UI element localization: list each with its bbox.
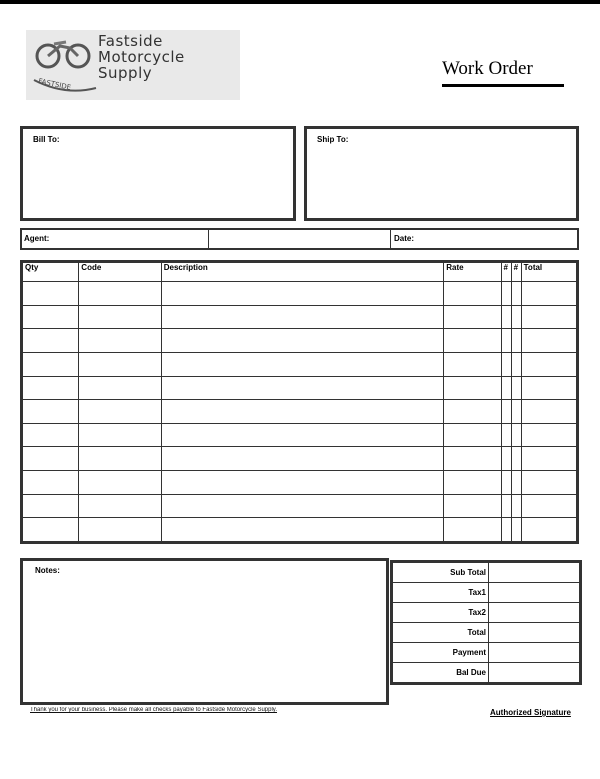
table-cell[interactable] — [511, 423, 521, 447]
column-header-description: Description — [161, 262, 444, 282]
totals-row — [392, 643, 581, 663]
signature-line: Authorized Signature — [490, 708, 571, 717]
table-cell[interactable] — [22, 447, 79, 471]
table-row — [22, 423, 578, 447]
totals-row — [392, 562, 581, 583]
table-cell[interactable] — [161, 282, 444, 306]
column-header-flag-2: # — [511, 262, 521, 282]
table-cell[interactable] — [501, 518, 511, 543]
totals-value-field[interactable] — [489, 562, 581, 583]
table-cell[interactable] — [501, 282, 511, 306]
table-cell[interactable] — [161, 400, 444, 424]
table-cell[interactable] — [521, 447, 577, 471]
table-cell[interactable] — [521, 305, 577, 329]
table-row — [22, 447, 578, 471]
table-cell[interactable] — [22, 352, 79, 376]
table-cell[interactable] — [511, 400, 521, 424]
totals-row — [392, 583, 581, 603]
table-cell[interactable] — [444, 494, 501, 518]
table-cell[interactable] — [501, 471, 511, 495]
totals-value-field[interactable] — [489, 663, 581, 684]
table-cell[interactable] — [444, 352, 501, 376]
table-cell[interactable] — [161, 447, 444, 471]
table-cell[interactable] — [521, 329, 577, 353]
table-cell[interactable] — [511, 376, 521, 400]
table-cell[interactable] — [501, 447, 511, 471]
table-cell[interactable] — [79, 471, 161, 495]
date-label: Date: — [394, 234, 415, 243]
column-header-code: Code — [79, 262, 161, 282]
totals-label: Bal Due — [392, 663, 489, 684]
notes-label: Notes: — [35, 566, 60, 575]
row-divider — [390, 230, 391, 248]
table-cell[interactable] — [521, 376, 577, 400]
table-cell[interactable] — [444, 282, 501, 306]
table-cell[interactable] — [511, 305, 521, 329]
table-cell[interactable] — [22, 471, 79, 495]
column-header-total: Total — [521, 262, 577, 282]
table-cell[interactable] — [501, 400, 511, 424]
table-cell[interactable] — [79, 329, 161, 353]
table-cell[interactable] — [22, 494, 79, 518]
notes-box[interactable] — [20, 558, 389, 705]
table-row — [22, 282, 578, 306]
company-name-line-2: Motorcycle — [98, 48, 185, 66]
table-cell[interactable] — [511, 447, 521, 471]
table-cell[interactable] — [161, 471, 444, 495]
totals-row — [392, 603, 581, 623]
table-cell[interactable] — [501, 494, 511, 518]
table-row — [22, 329, 578, 353]
totals-label: Sub Total — [392, 562, 489, 583]
totals-label: Payment — [392, 643, 489, 663]
totals-row — [392, 663, 581, 684]
company-name-line-3: Supply — [98, 64, 153, 82]
table-cell[interactable] — [444, 329, 501, 353]
table-row — [22, 471, 578, 495]
row-divider — [208, 230, 209, 248]
company-name-line-1: Fastside — [98, 32, 163, 50]
totals-label: Total — [392, 623, 489, 643]
table-cell[interactable] — [521, 423, 577, 447]
table-cell[interactable] — [511, 471, 521, 495]
column-header-flag-1: # — [501, 262, 511, 282]
agent-date-row — [20, 228, 579, 250]
table-cell[interactable] — [79, 447, 161, 471]
table-cell[interactable] — [444, 376, 501, 400]
table-cell[interactable] — [521, 518, 577, 543]
table-row — [22, 352, 578, 376]
table-cell[interactable] — [161, 329, 444, 353]
table-cell[interactable] — [79, 352, 161, 376]
table-cell[interactable] — [161, 305, 444, 329]
totals-row — [392, 623, 581, 643]
totals-label: Tax2 — [392, 603, 489, 623]
ship-to-box[interactable] — [304, 126, 579, 221]
table-cell[interactable] — [444, 471, 501, 495]
company-logo — [26, 30, 240, 100]
items-header-row — [22, 262, 578, 282]
table-cell[interactable] — [501, 352, 511, 376]
table-cell[interactable] — [79, 400, 161, 424]
table-cell[interactable] — [511, 282, 521, 306]
totals-label: Tax1 — [392, 583, 489, 603]
table-cell[interactable] — [521, 352, 577, 376]
table-cell[interactable] — [521, 471, 577, 495]
table-cell[interactable] — [161, 376, 444, 400]
table-cell[interactable] — [444, 447, 501, 471]
table-cell[interactable] — [444, 305, 501, 329]
table-cell[interactable] — [501, 376, 511, 400]
logo-tag: FASTSIDE — [37, 77, 72, 92]
table-cell[interactable] — [22, 329, 79, 353]
motorcycle-logo-icon — [30, 36, 100, 96]
table-cell[interactable] — [444, 518, 501, 543]
bill-to-label: Bill To: — [33, 135, 60, 144]
table-cell[interactable] — [501, 423, 511, 447]
table-row — [22, 494, 578, 518]
footer-note: Thank you for your business. Please make all checks payable to Fastside Motorcycle Supply. — [30, 707, 278, 713]
table-row — [22, 518, 578, 543]
bill-to-box[interactable] — [20, 126, 296, 221]
table-row — [22, 376, 578, 400]
totals-value-field[interactable] — [489, 623, 581, 643]
agent-label: Agent: — [24, 234, 50, 243]
table-cell[interactable] — [511, 494, 521, 518]
table-cell[interactable] — [22, 282, 79, 306]
totals-table — [390, 560, 582, 685]
table-cell[interactable] — [501, 305, 511, 329]
company-name — [98, 33, 185, 81]
table-cell[interactable] — [22, 423, 79, 447]
table-cell[interactable] — [22, 305, 79, 329]
table-cell[interactable] — [79, 423, 161, 447]
table-cell[interactable] — [161, 423, 444, 447]
table-cell[interactable] — [511, 329, 521, 353]
table-cell[interactable] — [444, 423, 501, 447]
table-cell[interactable] — [161, 494, 444, 518]
table-cell[interactable] — [79, 376, 161, 400]
table-cell[interactable] — [501, 329, 511, 353]
table-cell[interactable] — [444, 400, 501, 424]
items-table — [20, 260, 579, 544]
table-cell[interactable] — [79, 494, 161, 518]
table-row — [22, 400, 578, 424]
table-cell[interactable] — [511, 352, 521, 376]
document-title: Work Order — [442, 58, 533, 79]
table-cell[interactable] — [521, 494, 577, 518]
table-cell[interactable] — [521, 282, 577, 306]
table-row — [22, 305, 578, 329]
ship-to-label: Ship To: — [317, 135, 349, 144]
totals-value-field[interactable] — [489, 643, 581, 663]
column-header-rate: Rate — [444, 262, 501, 282]
table-cell[interactable] — [161, 518, 444, 543]
table-cell[interactable] — [161, 352, 444, 376]
title-underline — [442, 84, 564, 87]
table-cell[interactable] — [22, 518, 79, 543]
totals-value-field[interactable] — [489, 603, 581, 623]
table-cell[interactable] — [22, 376, 79, 400]
column-header-qty: Qty — [22, 262, 79, 282]
top-border — [0, 0, 600, 4]
table-cell[interactable] — [22, 400, 79, 424]
table-cell[interactable] — [79, 282, 161, 306]
totals-value-field[interactable] — [489, 583, 581, 603]
table-cell[interactable] — [79, 518, 161, 543]
table-cell[interactable] — [511, 518, 521, 543]
table-cell[interactable] — [79, 305, 161, 329]
table-cell[interactable] — [521, 400, 577, 424]
